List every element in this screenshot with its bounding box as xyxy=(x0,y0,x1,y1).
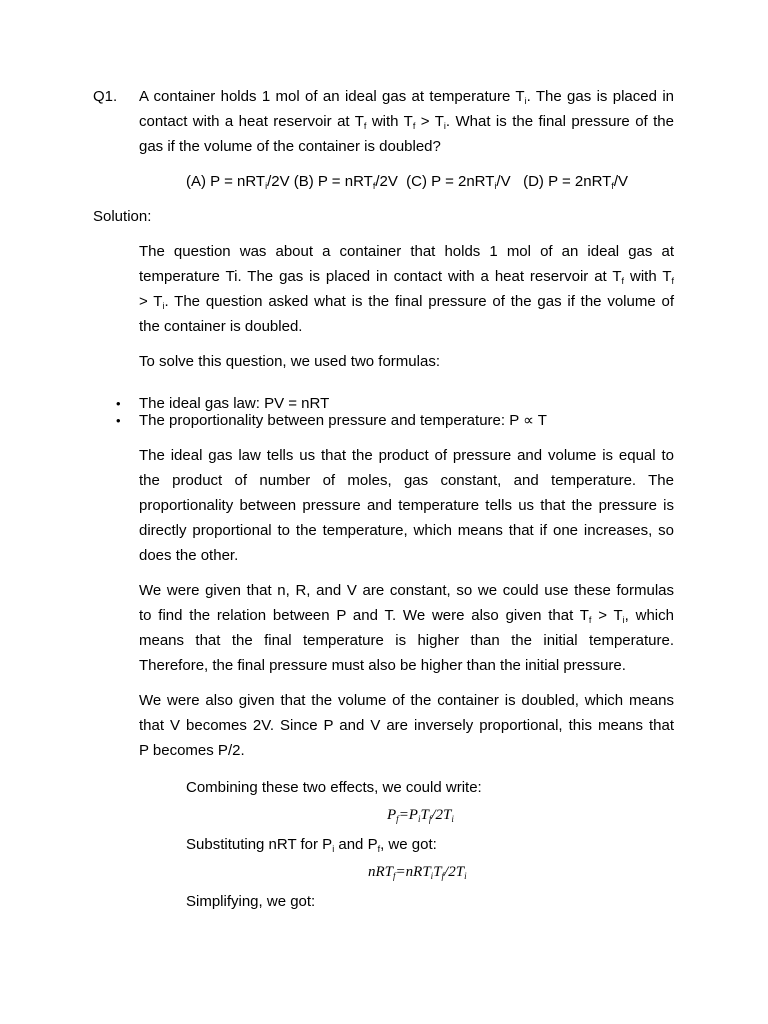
question-number: Q1. xyxy=(93,88,118,105)
para3-line-1: The ideal gas law tells us that the product of pressure and volume is equal to xyxy=(139,447,674,464)
solution-label: Solution: xyxy=(93,208,152,225)
para2: To solve this question, we used two formulas: xyxy=(139,353,440,370)
question-line-3: gas if the volume of the container is doubled? xyxy=(139,138,441,155)
para1-line-1: The question was about a container that holds 1 mol of an ideal gas at xyxy=(139,243,674,260)
equation-2: $nRT_f=nRT_iT_f/2T_i$ xyxy=(368,864,467,881)
para3-line-3: proportionality between pressure and temperature tells us that the pressure is xyxy=(139,497,674,514)
para4-line-3: means that the final temperature is higher than the initial temperature. xyxy=(139,632,674,649)
para5-line-1: We were also given that the volume of the container is doubled, which means xyxy=(139,692,674,709)
bullet-dot-1: • xyxy=(116,396,121,411)
para5-line-2: that V becomes 2V. Since P and V are inversely proportional, this means that xyxy=(139,717,674,734)
para5-line-3: P becomes P/2. xyxy=(139,742,245,759)
para3-line-2: the product of number of moles, gas constant, and temperature. The xyxy=(139,472,674,489)
para4-line-1: We were given that n, R, and V are constant, so we could use these formulas xyxy=(139,582,674,599)
para1-line-4: the container is doubled. xyxy=(139,318,303,335)
para1-line-3: > $T_i$. The question asked what is the final pressure of the gas if the volume of xyxy=(139,293,674,311)
para3-line-4: directly proportional to the temperature, which means that if one increases, so xyxy=(139,522,674,539)
equation-1: $P_f=P_iT_f/2T_i$ xyxy=(387,807,454,824)
simplifying-text: Simplifying, we got: xyxy=(186,893,316,910)
bullet-item-2: The proportionality between pressure and temperature: P ∝ T xyxy=(139,412,547,429)
para1-line-2: temperature Ti. The gas is placed in contact with a heat reservoir at $T_f$ with $T_f$ xyxy=(139,268,674,286)
bullet-item-1: The ideal gas law: PV = nRT xyxy=(139,395,330,412)
question-line-2: contact with a heat reservoir at $T_f$ with $T_f > T_i$. What is the final pressure of the xyxy=(139,113,674,131)
combining-text: Combining these two effects, we could write: xyxy=(186,779,482,796)
answer-options: (A) P = nRT$_i$/2V (B) P = nRT$_f$/2V (C) P = 2nRT$_i$/V (D) P = 2nRT$_f$/V xyxy=(186,173,629,191)
question-line-1: A container holds 1 mol of an ideal gas at temperature $T_i$. The gas is placed in xyxy=(139,88,674,106)
para4-line-4: Therefore, the final pressure must also be higher than the initial pressure. xyxy=(139,657,626,674)
para3-line-5: does the other. xyxy=(139,547,239,564)
bullet-dot-2: • xyxy=(116,413,121,428)
substituting-text: Substituting nRT for $P_i$ and $P_f$, we got: xyxy=(186,836,437,854)
para4-line-2: to find the relation between P and T. We were also given that $T_f > T_i$, which xyxy=(139,607,674,625)
